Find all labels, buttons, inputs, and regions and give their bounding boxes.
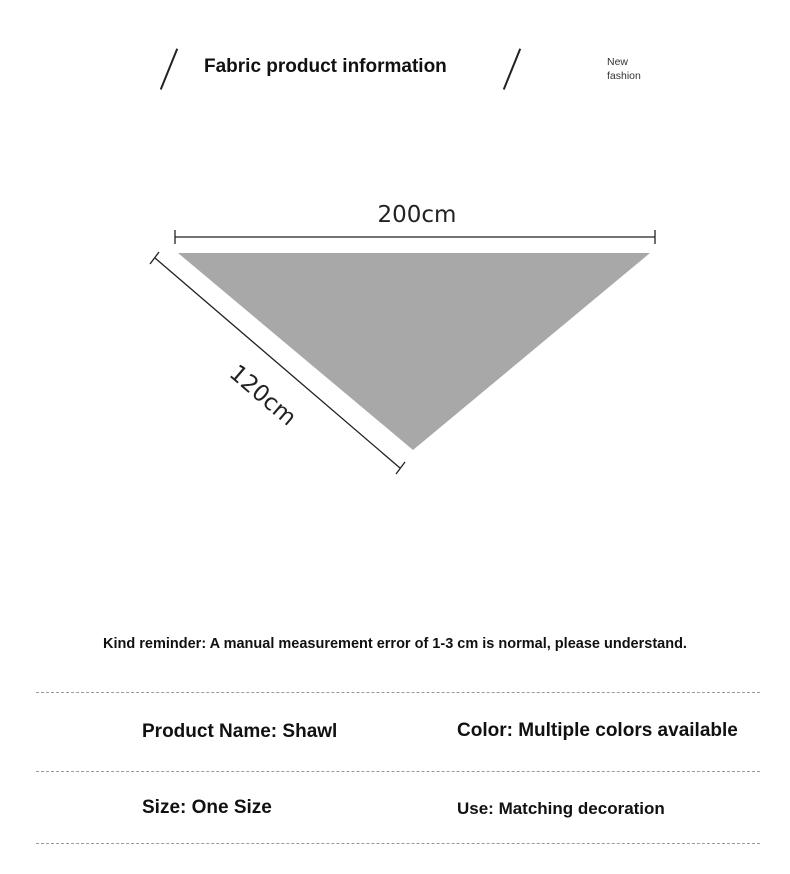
measurement-reminder: Kind reminder: A manual measurement error of 1-3 cm is normal, please understand. (103, 636, 687, 652)
spec-product-name: Product Name: Shawl (142, 721, 338, 742)
page-title: Fabric product information (204, 56, 447, 77)
divider-middle (36, 771, 760, 772)
side-dimension-tick-top (150, 252, 159, 264)
side-dimension-tick-bottom (396, 462, 405, 474)
divider-top (36, 692, 760, 693)
spec-size: Size: One Size (142, 797, 272, 818)
header-tag-line1: New (607, 56, 629, 68)
header-tag-line2: fashion (607, 70, 641, 82)
shawl-triangle (178, 253, 650, 450)
spec-color: Color: Multiple colors available (457, 720, 738, 741)
divider-bottom (36, 843, 760, 844)
spec-use: Use: Matching decoration (457, 799, 665, 818)
side-label: 120cm (224, 360, 301, 432)
width-label: 200cm (377, 202, 457, 228)
